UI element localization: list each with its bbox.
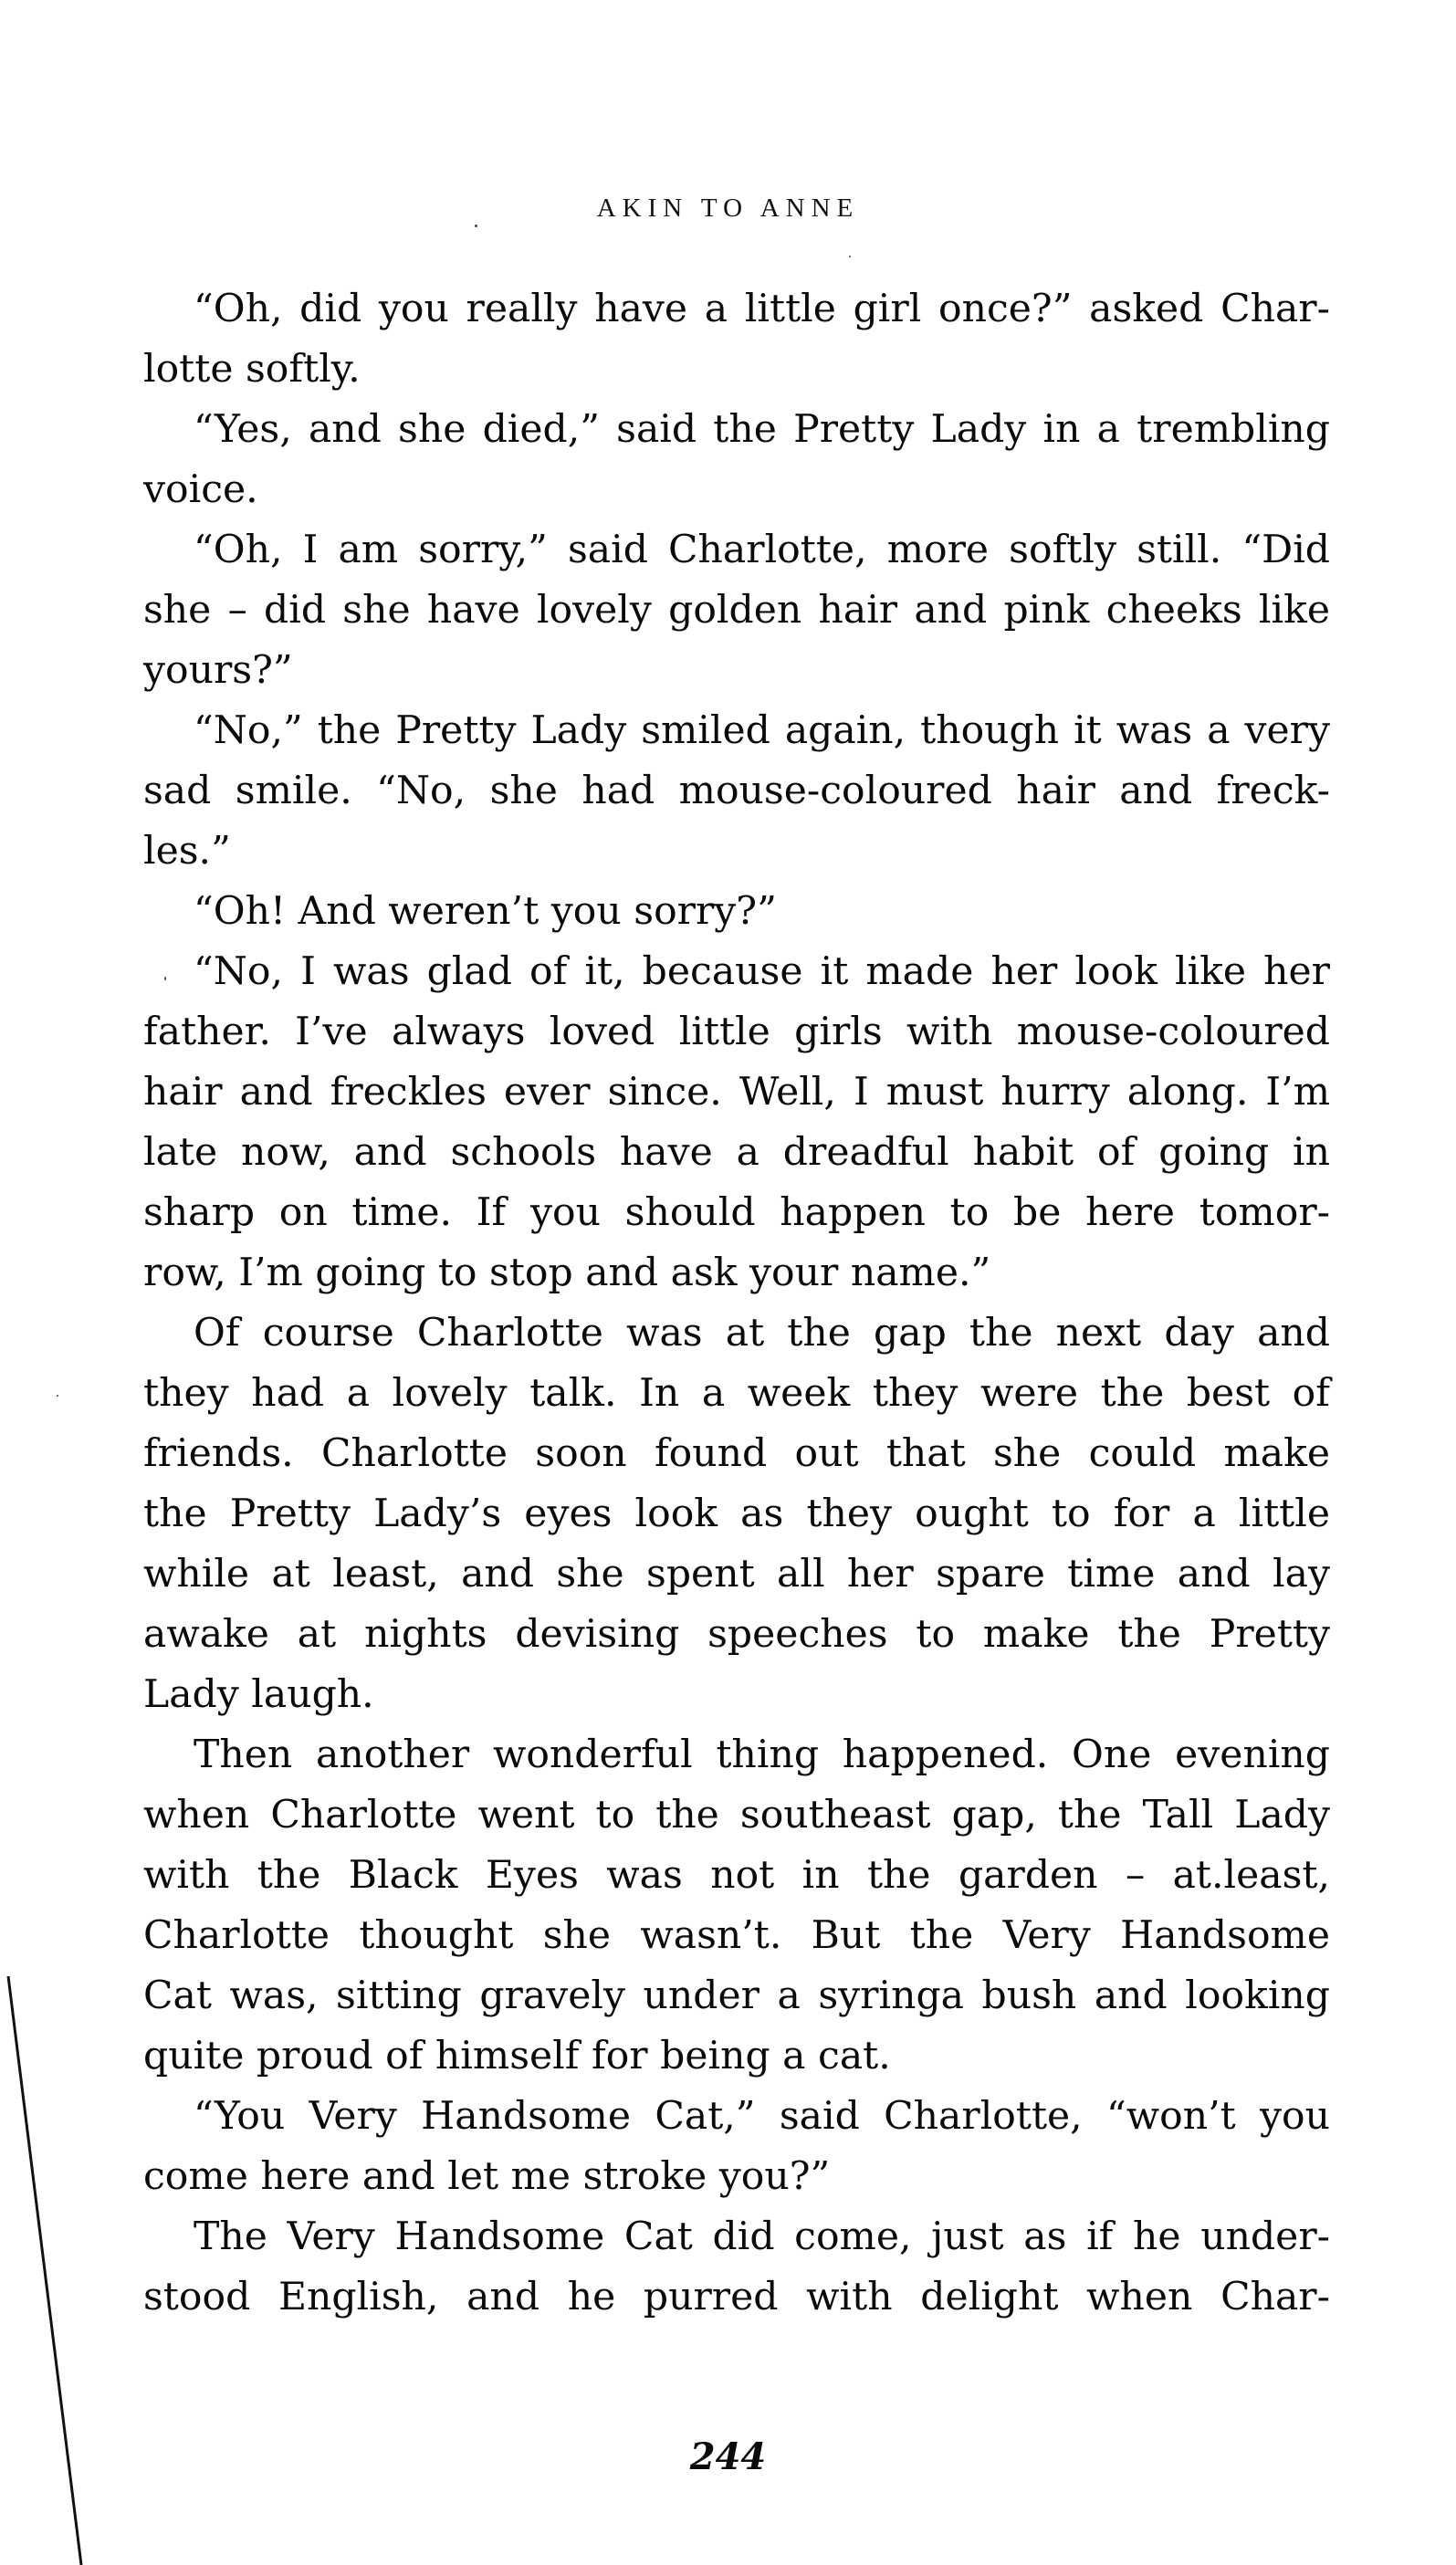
- text-line: yours?”: [143, 648, 293, 693]
- text-line: she – did she have lovely golden hair and pink cheeks like: [143, 588, 1330, 633]
- text-line: “No,” the Pretty Lady smiled again, though it was a very: [194, 708, 1330, 753]
- text-line: “No, I was glad of it, because it made her look like her: [194, 949, 1330, 994]
- scan-speck: [849, 256, 851, 257]
- text-line: stood English, and he purred with delight when Char-: [143, 2275, 1330, 2319]
- text-line: they had a lovely talk. In a week they were the best of: [143, 1371, 1330, 1416]
- text-line: voice.: [143, 467, 258, 512]
- text-line: row, I’m going to stop and ask your name.”: [143, 1251, 991, 1295]
- text-line: “Oh, did you really have a little girl once?” asked Char-: [194, 287, 1330, 331]
- text-line: Lady laugh.: [143, 1672, 374, 1717]
- text-line: sad smile. “No, she had mouse-coloured hair and freck-: [143, 769, 1330, 813]
- text-line: the Pretty Lady’s eyes look as they ought to for a little: [143, 1492, 1330, 1536]
- text-line: come here and let me stroke you?”: [143, 2154, 831, 2199]
- text-line: friends. Charlotte soon found out that she could make: [143, 1431, 1330, 1476]
- text-line: Charlotte thought she wasn’t. But the Very Handsome: [143, 1913, 1330, 1958]
- text-line: Of course Charlotte was at the gap the next day and: [194, 1311, 1330, 1356]
- body-text: [143, 279, 1330, 2328]
- text-line: “Oh, I am sorry,” said Charlotte, more softly still. “Did: [194, 528, 1330, 572]
- text-line: “Oh! And weren’t you sorry?”: [194, 889, 777, 934]
- text-line: late now, and schools have a dreadful habit of going in: [143, 1130, 1330, 1175]
- text-line: while at least, and she spent all her spare time and lay: [143, 1552, 1330, 1597]
- text-line: sharp on time. If you should happen to be here tomor-: [143, 1190, 1330, 1235]
- text-line: “You Very Handsome Cat,” said Charlotte, “won’t you: [194, 2094, 1330, 2139]
- page-number: 244: [689, 2435, 767, 2478]
- scan-speck: [475, 225, 477, 227]
- text-line: The Very Handsome Cat did come, just as if he under-: [194, 2214, 1330, 2259]
- running-head: AKIN TO ANNE: [596, 194, 860, 223]
- text-line: when Charlotte went to the southeast gap, the Tall Lady: [143, 1793, 1330, 1837]
- text-line: Then another wonderful thing happened. One evening: [194, 1733, 1330, 1777]
- text-line: “Yes, and she died,” said the Pretty Lady in a trembling: [194, 407, 1330, 452]
- text-line: awake at nights devising speeches to make the Pretty: [143, 1612, 1330, 1657]
- text-line: hair and freckles ever since. Well, I must hurry along. I’m: [143, 1070, 1330, 1115]
- text-line: les.”: [143, 829, 231, 874]
- text-line: with the Black Eyes was not in the garden – at.least,: [143, 1853, 1330, 1898]
- text-line: Cat was, sitting gravely under a syringa bush and looking: [143, 1973, 1330, 2018]
- text-line: quite proud of himself for being a cat.: [143, 2034, 891, 2078]
- text-line: lotte softly.: [143, 347, 361, 392]
- scan-speck: [57, 1395, 58, 1397]
- scan-speck: [164, 977, 166, 980]
- text-line: father. I’ve always loved little girls with mouse-coloured: [143, 1010, 1330, 1054]
